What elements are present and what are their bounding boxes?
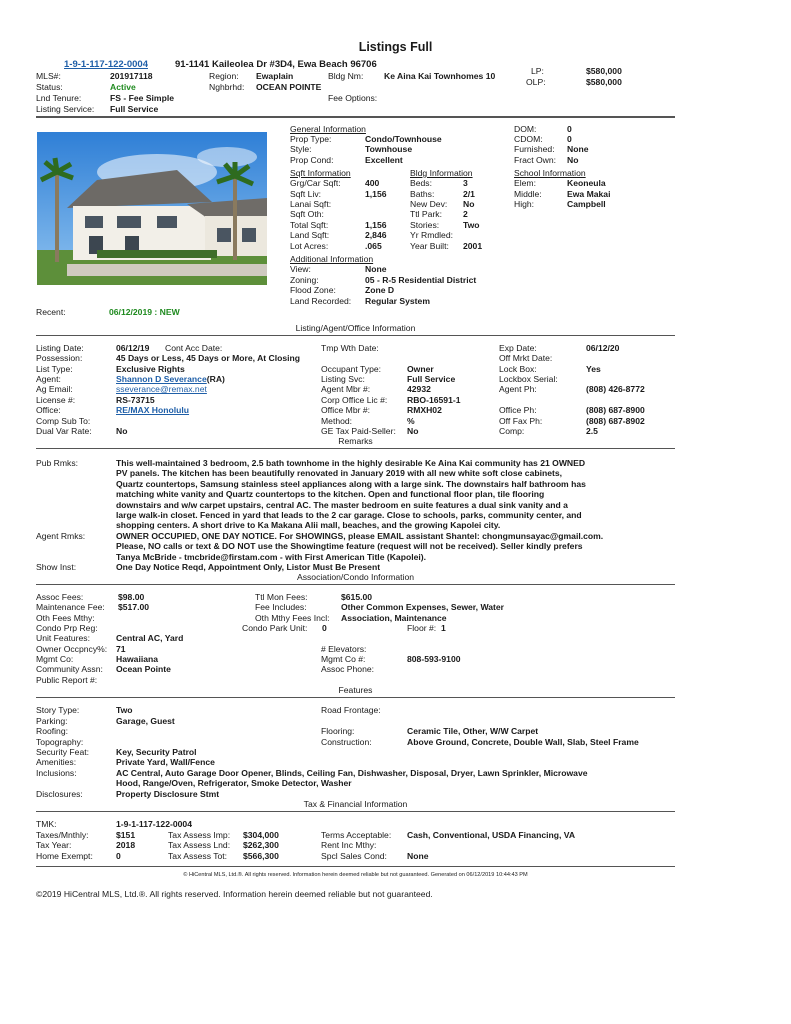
ttl-mon-value: $615.00: [341, 592, 373, 602]
page-title: Listings Full: [358, 40, 433, 54]
service-value: Full Service: [110, 104, 159, 114]
zoning-label: Zoning:: [290, 275, 319, 285]
pub-remarks-line: large walk-in closet. Fenced in yard that leads to the 2 car garage. Close to schools, parks, community center, and: [116, 510, 582, 521]
remarks-title: Remarks: [338, 436, 373, 446]
rmdled-label: Yr Rmdled:: [410, 230, 453, 240]
fee-includes-value: Other Common Expenses, Sewer, Water: [341, 602, 505, 612]
list-type-label: List Type:: [36, 364, 73, 374]
exp-date-label: Exp Date:: [499, 343, 537, 353]
home-exempt-value: 0: [116, 851, 121, 861]
mls-value: 201917118: [110, 71, 153, 81]
road-frontage-label: Road Frontage:: [321, 705, 381, 715]
elem-value: Keoneula: [567, 178, 606, 188]
community-assn-label: Community Assn:: [36, 664, 103, 674]
spcl-sales-label: Spcl Sales Cond:: [321, 851, 387, 861]
elevators-label: # Elevators:: [321, 644, 367, 654]
assess-imp-label: Tax Assess Imp:: [168, 830, 231, 840]
agent-remarks-line: OWNER OCCUPIED, ONE DAY NOTICE. For SHOWINGS, please EMAIL assistant Shantel: chongmunsayac@gmail.com.: [116, 531, 604, 541]
security-label: Security Feat:: [36, 747, 90, 757]
exp-date-value: 06/12/20: [586, 343, 620, 353]
security-value: Key, Security Patrol: [116, 747, 197, 757]
stories-label: Stories:: [410, 220, 440, 230]
possession-label: Possession:: [36, 353, 83, 363]
furnished-label: Furnished:: [514, 144, 555, 154]
agent-suffix: (RA): [206, 374, 225, 384]
mgmt-co-label: Mgmt Co:: [36, 654, 74, 664]
corp-lic-value: RBO-16591-1: [407, 395, 461, 405]
divider: [36, 584, 675, 585]
assoc-section-title: Association/Condo Information: [296, 572, 415, 582]
zoning-value: 05 - R-5 Residential District: [365, 275, 477, 285]
agent-mbr-label: Agent Mbr #:: [321, 384, 371, 394]
region-label: Region:: [209, 71, 239, 81]
pub-remarks-line: shopping centers. A short drive to Ka Makana Alii mall, beaches, and the growing Kapolei city.: [116, 520, 501, 531]
condo-park-label: Condo Park Unit:: [242, 623, 308, 633]
disclosures-label: Disclosures:: [36, 789, 83, 799]
built-label: Year Built:: [410, 241, 449, 251]
high-value: Campbell: [567, 199, 606, 209]
fee-includes-label: Fee Includes:: [255, 602, 307, 612]
grg-value: 400: [365, 178, 380, 188]
inclusions-label: Inclusions:: [36, 768, 77, 778]
office-mbr-value: RMXH02: [407, 405, 442, 415]
stories-value: Two: [463, 220, 480, 230]
assess-lnd-label: Tax Assess Lnd:: [168, 840, 231, 850]
school-heading: School Information: [514, 168, 586, 178]
lockbox-value: Yes: [586, 364, 601, 374]
flood-value: Zone D: [365, 285, 395, 295]
status-label: Status:: [36, 82, 63, 92]
acres-value: .065: [365, 241, 382, 251]
maint-fee-label: Maintenance Fee:: [36, 602, 105, 612]
elem-label: Elem:: [514, 178, 536, 188]
beds-value: 3: [463, 178, 468, 188]
assoc-fees-label: Assoc Fees:: [36, 592, 84, 602]
features-title: Features: [338, 685, 373, 695]
amenities-label: Amenities:: [36, 757, 77, 767]
community-assn-value: Ocean Pointe: [116, 664, 171, 674]
liv-value: 1,156: [365, 189, 387, 199]
office-ph-value: (808) 687-8900: [586, 405, 645, 415]
pub-remarks-line: matching white vanity and Quartz countertops to the kitchen. Open and functional floor plan, tile flooring: [116, 489, 545, 500]
flooring-label: Flooring:: [321, 726, 355, 736]
list-type-value: Exclusive Rights: [116, 364, 185, 374]
park-value: 2: [463, 209, 468, 219]
assoc-phone-label: Assoc Phone:: [321, 664, 375, 674]
dom-value: 0: [567, 124, 572, 134]
occupant-value: Owner: [407, 364, 434, 374]
park-label: Ttl Park:: [410, 209, 442, 219]
assess-tot-label: Tax Assess Tot:: [168, 851, 228, 861]
office-ph-label: Office Ph:: [499, 405, 537, 415]
listing-date-value: 06/12/19: [116, 343, 150, 353]
footer-small: © HiCentral MLS, Ltd.®. All rights reserved. Information herein deemed reliable but not guaranteed. Generated on 06/12/2019 10:44:43 PM: [183, 872, 528, 878]
olp-value: $580,000: [586, 77, 622, 87]
lockbox-label: Lock Box:: [499, 364, 537, 374]
tenure-label: Lnd Tenure:: [36, 93, 82, 103]
land-value: 2,846: [365, 230, 387, 240]
fax-label: Off Fax Ph:: [499, 416, 543, 426]
recorded-label: Land Recorded:: [290, 296, 352, 306]
oth-fees-label: Oth Fees Mthy:: [36, 613, 95, 623]
topography-label: Topography:: [36, 737, 84, 747]
assess-tot-value: $566,300: [243, 851, 279, 861]
total-label: Total Sqft:: [290, 220, 329, 230]
mgmt-no-value: 808-593-9100: [407, 654, 461, 664]
grg-label: Grg/Car Sqft:: [290, 178, 341, 188]
dual-var-value: No: [116, 426, 128, 436]
flood-label: Flood Zone:: [290, 285, 336, 295]
owner-occpncy-value: 71: [116, 644, 126, 654]
divider: [36, 335, 675, 336]
agent-email-link[interactable]: sseverance@remax.net: [116, 384, 207, 394]
off-mrkt-label: Off Mrkt Date:: [499, 353, 553, 363]
agent-remarks-label: Agent Rmks:: [36, 531, 86, 541]
agent-label: Agent:: [36, 374, 61, 384]
tax-section-title: Tax & Financial Information: [303, 799, 408, 809]
nghbrhd-label: Nghbrhd:: [209, 82, 245, 92]
fract-label: Fract Own:: [514, 155, 557, 165]
mgmt-no-label: Mgmt Co #:: [321, 654, 366, 664]
lanai-label: Lanai Sqft:: [290, 199, 332, 209]
divider: [36, 116, 675, 118]
divider: [36, 811, 675, 812]
story-type-value: Two: [116, 705, 133, 715]
owner-occpncy-label: Owner Occpncy%:: [36, 644, 108, 654]
pub-remarks-label: Pub Rmks:: [36, 458, 79, 468]
cond-value: Excellent: [365, 155, 403, 165]
tax-year-value: 2018: [116, 840, 136, 850]
prop-type-label: Prop Type:: [290, 134, 332, 144]
corp-lic-label: Corp Office Lic #:: [321, 395, 388, 405]
agent-link[interactable]: Shannon D Severance: [116, 374, 207, 384]
ttl-mon-label: Ttl Mon Fees:: [255, 592, 308, 602]
condo-park-value: 0: [322, 623, 327, 633]
parking-label: Parking:: [36, 716, 68, 726]
tax-year-label: Tax Year:: [36, 840, 72, 850]
prop-type-value: Condo/Townhouse: [365, 134, 442, 144]
method-value: %: [407, 416, 415, 426]
license-label: License #:: [36, 395, 76, 405]
tmk-label: TMK:: [36, 819, 57, 829]
cont-acc-label: Cont Acc Date:: [165, 343, 223, 353]
bldg-label: Bldg Nm:: [328, 71, 364, 81]
email-label: Ag Email:: [36, 384, 73, 394]
fee-options-label: Fee Options:: [328, 93, 378, 103]
pub-remarks-line: downstairs and w/w carpet upstairs, central AC. The master bedroom en suite features a dual sink vanity and a: [116, 499, 568, 510]
spcl-sales-value: None: [407, 851, 429, 861]
public-report-label: Public Report #:: [36, 675, 98, 685]
tmk-link[interactable]: 1-9-1-117-122-0004: [64, 59, 148, 70]
middle-label: Middle:: [514, 189, 542, 199]
dom-label: DOM:: [514, 124, 537, 134]
assoc-fees-value: $98.00: [118, 592, 145, 602]
agent-remarks-line: Please, NO calls or text & DO NOT use the Showingtime feature (request will not be received). Seller kindly prefers: [116, 541, 583, 552]
olp-label: OLP:: [526, 77, 546, 87]
terms-value: Cash, Conventional, USDA Financing, VA: [407, 830, 576, 840]
divider: [36, 866, 675, 867]
floor-label: Floor #:: [407, 623, 437, 633]
parking-value: Garage, Guest: [116, 716, 175, 726]
middle-value: Ewa Makai: [567, 189, 611, 199]
show-inst-label: Show Inst:: [36, 562, 77, 572]
fax-value: (808) 687-8902: [586, 416, 645, 426]
tmk-value: 1-9-1-117-122-0004: [116, 819, 192, 829]
amenities-value: Private Yard, Wall/Fence: [116, 757, 215, 767]
occupant-label: Occupant Type:: [321, 364, 382, 374]
license-value: RS-73715: [116, 395, 155, 405]
listing-date-label: Listing Date:: [36, 343, 84, 353]
recent-value: 06/12/2019 : NEW: [109, 307, 180, 317]
listing-address: 91-1141 Kaileolea Dr #3D4, Ewa Beach 96706: [175, 59, 377, 70]
additional-heading: Additional Information: [290, 254, 374, 264]
baths-value: 2/1: [463, 189, 475, 199]
bldg-heading: Bldg Information: [410, 168, 473, 178]
baths-label: Baths:: [410, 189, 435, 199]
unit-features-value: Central AC, Yard: [116, 633, 184, 643]
land-label: Land Sqft:: [290, 230, 330, 240]
show-inst-value: One Day Notice Reqd, Appointment Only, Listor Must Be Present: [116, 562, 381, 572]
terms-label: Terms Acceptable:: [321, 830, 392, 840]
style-label: Style:: [290, 144, 312, 154]
inclusions-line: AC Central, Auto Garage Door Opener, Blinds, Ceiling Fan, Dishwasher, Disposal, Dryer, Lawn Sprinkler, Microwave: [116, 768, 588, 778]
lockbox-serial-label: Lockbox Serial:: [499, 374, 558, 384]
maint-fee-value: $517.00: [118, 602, 150, 612]
listing-svc-label: Listing Svc:: [321, 374, 365, 384]
pub-remarks-line: Quartz countertops, Samsung stainless steel appliances along with a large sink. The downstairs half bathroom has: [116, 478, 586, 489]
divider: [36, 697, 675, 698]
construction-label: Construction:: [321, 737, 372, 747]
office-mbr-label: Office Mbr #:: [321, 405, 371, 415]
oth-label: Sqft Oth:: [290, 209, 324, 219]
comp-label: Comp:: [499, 426, 525, 436]
comp-value: 2.5: [586, 426, 598, 436]
inclusions-value: [116, 768, 676, 789]
style-value: Townhouse: [365, 144, 413, 154]
story-type-label: Story Type:: [36, 705, 80, 715]
condo-prp-label: Condo Prp Reg:: [36, 623, 98, 633]
built-value: 2001: [463, 241, 483, 251]
comp-sub-label: Comp Sub To:: [36, 416, 91, 426]
listing-svc-value: Full Service: [407, 374, 456, 384]
newdev-value: No: [463, 199, 475, 209]
agent-value: [116, 374, 225, 384]
lp-value: $580,000: [586, 66, 622, 76]
furnished-value: None: [567, 144, 589, 154]
agent-ph-label: Agent Ph:: [499, 384, 537, 394]
mls-label: MLS#:: [36, 71, 61, 81]
general-heading: General Information: [290, 124, 366, 134]
tmp-wth-label: Tmp Wth Date:: [321, 343, 379, 353]
listing-section-title: Listing/Agent/Office Information: [295, 323, 416, 333]
agent-remarks-line: Tanya McBride - tmcbride@firstam.com - with First American Title (Kapolei).: [116, 551, 427, 562]
home-exempt-label: Home Exempt:: [36, 851, 93, 861]
taxes-value: $151: [116, 830, 136, 840]
lp-label: LP:: [531, 66, 544, 76]
fract-value: No: [567, 155, 579, 165]
possession-value: 45 Days or Less, 45 Days or More, At Closing: [116, 353, 301, 363]
status-value: Active: [110, 82, 136, 92]
taxes-label: Taxes/Mnthly:: [36, 830, 89, 840]
recent-label: Recent:: [36, 307, 66, 317]
floor-value: 1: [441, 623, 446, 633]
region-value: Ewaplain: [256, 71, 294, 81]
liv-label: Sqft Liv:: [290, 189, 322, 199]
service-label: Listing Service:: [36, 104, 95, 114]
sqft-heading: Sqft Information: [290, 168, 351, 178]
nghbrhd-value: OCEAN POINTE: [256, 82, 322, 92]
newdev-label: New Dev:: [410, 199, 448, 209]
method-label: Method:: [321, 416, 353, 426]
cdom-value: 0: [567, 134, 572, 144]
flooring-value: Ceramic Tile, Other, W/W Carpet: [407, 726, 539, 736]
assess-lnd-value: $262,300: [243, 840, 279, 850]
agent-mbr-value: 42932: [407, 384, 431, 394]
agent-ph-value: (808) 426-8772: [586, 384, 645, 394]
acres-label: Lot Acres:: [290, 241, 329, 251]
pub-remarks-line: This well-maintained 3 bedroom, 2.5 bath townhome in the highly desirable Ke Aina Kai community has 21 OWNED: [116, 458, 586, 468]
cdom-label: CDOM:: [514, 134, 543, 144]
total-value: 1,156: [365, 220, 387, 230]
view-label: View:: [290, 264, 311, 274]
cond-label: Prop Cond:: [290, 155, 334, 165]
roofing-label: Roofing:: [36, 726, 69, 736]
ge-tax-value: No: [407, 426, 419, 436]
disclosures-value: Property Disclosure Stmt: [116, 789, 220, 799]
divider: [36, 448, 675, 449]
ge-tax-label: GE Tax Paid-Seller:: [321, 426, 396, 436]
oth-mthy-label: Oth Mthy Fees Incl:: [255, 613, 330, 623]
construction-value: Above Ground, Concrete, Double Wall, Slab, Steel Frame: [407, 737, 639, 747]
oth-mthy-value: Association, Maintenance: [341, 613, 447, 623]
mgmt-co-value: Hawaiiana: [116, 654, 159, 664]
dual-var-label: Dual Var Rate:: [36, 426, 92, 436]
bldg-value: Ke Aina Kai Townhomes 10: [384, 71, 496, 81]
unit-features-label: Unit Features:: [36, 633, 90, 643]
agent-remarks: [116, 531, 676, 562]
footer-copyright: ©2019 HiCentral MLS, Ltd.®. All rights reserved. Information herein deemed reliable but not guaranteed.: [36, 889, 433, 899]
pub-remarks: [116, 458, 676, 531]
high-label: High:: [514, 199, 535, 209]
office-link[interactable]: RE/MAX Honolulu: [116, 405, 190, 415]
tenure-value: FS - Fee Simple: [110, 93, 174, 103]
assess-imp-value: $304,000: [243, 830, 279, 840]
office-label: Office:: [36, 405, 61, 415]
view-value: None: [365, 264, 387, 274]
beds-label: Beds:: [410, 178, 432, 188]
recorded-value: Regular System: [365, 296, 430, 306]
property-photo: [37, 132, 267, 285]
pub-remarks-line: PV panels. The kitchen has been beautifully renovated in January 2019 with all new white soft close cabinets,: [116, 468, 563, 479]
inclusions-line: Hood, Range/Oven, Refrigerator, Smoke Detector, Washer: [116, 778, 352, 789]
rent-inc-label: Rent Inc Mthy:: [321, 840, 377, 850]
